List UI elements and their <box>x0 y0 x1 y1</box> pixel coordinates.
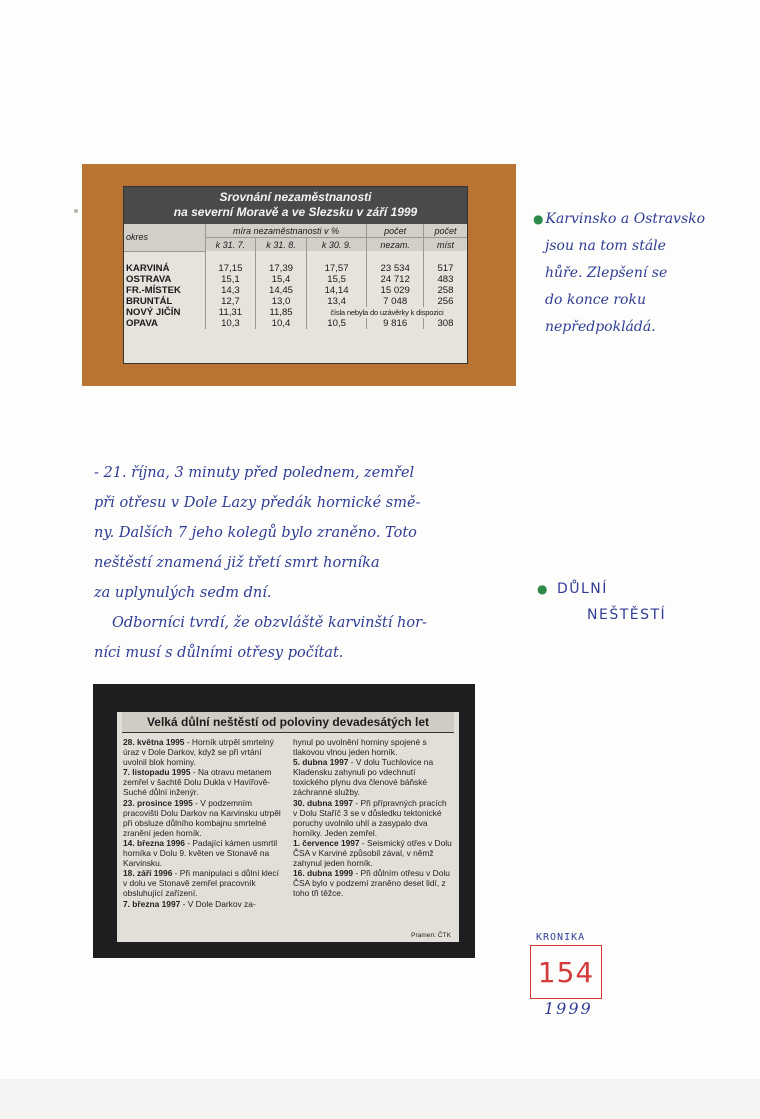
table-row <box>124 285 467 296</box>
header-pocet-mist: počet <box>423 224 467 238</box>
page-number-box: 154 <box>530 945 602 999</box>
header-okres: okres <box>124 224 205 251</box>
handwritten-paragraph-accident <box>94 458 524 668</box>
rate-jul: 17,15 <box>205 263 256 274</box>
table-row <box>124 274 467 285</box>
vacancy-count: 256 <box>423 296 467 307</box>
rate-sep: 15,5 <box>306 274 367 285</box>
vacancy-count: 308 <box>423 318 467 329</box>
rate-sep: 10,5 <box>306 318 367 329</box>
page-bottom-edge <box>0 1079 760 1119</box>
list-item: hynul po uvolnění horniny spojené s tlakovou vlnou jeden horník. <box>293 737 427 758</box>
note-line: ● Karvinsko a Ostravsko <box>533 211 706 227</box>
header-nezam: nezam. <box>367 238 424 252</box>
district-name: BRUNTÁL <box>126 295 173 307</box>
rate-jul: 14,3 <box>205 285 256 296</box>
table-row <box>124 307 467 318</box>
unemployed-count: 24 712 <box>367 274 424 285</box>
paragraph-line: při otřesu v Dole Lazy předák hornické smě- <box>94 495 421 511</box>
paragraph-line: - 21. října, 3 minuty před polednem, zemřel <box>94 465 415 481</box>
vacancy-count: 517 <box>423 263 467 274</box>
table-row <box>124 296 467 307</box>
district-name: OPAVA <box>126 317 158 329</box>
title-line-1: Srovnání nezaměstnanosti <box>219 190 372 204</box>
list-item: 14. března 1996 - Padající kámen usmrtil horníka v Dolu 9. květen ve Stonavě na Karvinsku. <box>123 837 278 869</box>
title-line-2: na severní Moravě a ve Slezsku v září 1999 <box>173 205 418 219</box>
list-item: 23. prosince 1995 - V podzemním pracovišti Dolu Darkov na Karvinsku utrpěl při obsluze důlního kombajnu smrtelné zranění jeden horník. <box>123 797 281 838</box>
table-row <box>124 263 467 274</box>
rate-sep: 14,14 <box>306 285 367 296</box>
paragraph-line: neštěstí znamená již třetí smrt horníka <box>94 555 380 571</box>
list-item: 18. září 1996 - Při manipulaci s důlní klecí v dolu ve Stonavě zemřel pracovník obsluhující zařízení. <box>123 868 279 899</box>
table-row <box>124 318 467 329</box>
unemployed-count: 15 029 <box>367 285 424 296</box>
unemployment-table <box>124 224 467 329</box>
vacancy-count: 258 <box>423 285 467 296</box>
paragraph-line: za uplynulých sedm dní. <box>94 585 272 601</box>
note-line: hůře. Zlepšení se <box>545 265 668 281</box>
unemployment-clipping-title <box>124 187 467 224</box>
note-line: nepředpokládá. <box>545 319 656 335</box>
rate-aug: 14,45 <box>256 285 307 296</box>
rate-aug: 11,85 <box>256 307 307 318</box>
header-date-2: k 31. 8. <box>256 238 307 252</box>
side-label-line-1: ● DŮLNÍ <box>537 581 608 597</box>
rate-aug: 13,0 <box>256 296 307 307</box>
rate-sep: 13,4 <box>306 296 367 307</box>
bullet-icon: ● <box>537 582 549 596</box>
note-line: do konce roku <box>545 292 646 308</box>
district-name: FR.-MÍSTEK <box>126 284 181 296</box>
kronika-label: KRONIKA <box>536 932 586 943</box>
source-credit: Pramen: ČTK <box>411 932 451 939</box>
list-item: 28. května 1995 - Horník utrpěl smrtelný úraz v Dole Darkov, když se při vrtání uvolnil blok horniny. <box>123 737 274 768</box>
rate-aug: 17,39 <box>256 263 307 274</box>
kronika-page-stamp <box>530 932 614 1018</box>
unemployed-count: 9 816 <box>367 318 424 329</box>
header-pocet-nezam: počet <box>367 224 424 238</box>
rate-sep: 17,57 <box>306 263 367 274</box>
header-mist: míst <box>423 238 467 252</box>
vacancy-count: 483 <box>423 274 467 285</box>
rate-jul: 12,7 <box>205 296 256 307</box>
unemployment-clipping <box>123 186 468 364</box>
side-label-line-2: NEŠTĚSTÍ <box>587 607 667 623</box>
list-item: 30. dubna 1997 - Při přípravných pracích v Dolu Staříč 3 se v důsledku tektonické poruchy uvolnilo uhlí a zasypalo dva horníky. Jeden zemřel. <box>293 797 447 838</box>
rate-aug: 15,4 <box>256 274 307 285</box>
district-name: OSTRAVA <box>126 273 172 285</box>
list-item: 16. dubna 1999 - Při důlním otřesu v Dolu ČSA bylo v podzemí zraněno deset lidí, z toho tři těžce. <box>293 868 450 899</box>
list-item: 7. března 1997 - V Dole Darkov za- <box>123 898 256 909</box>
mining-disasters-columns <box>117 733 459 909</box>
paragraph-line: ny. Dalších 7 jeho kolegů bylo zraněno. Toto <box>94 525 417 541</box>
rate-jul: 15,1 <box>205 274 256 285</box>
list-item: 5. dubna 1997 - V dolu Tuchlovice na Kladensku zahynuli po vdechnutí toxického plynu dva členové báňské záchranné služby. <box>293 757 434 798</box>
district-name: KARVINÁ <box>126 262 170 274</box>
header-rate: míra nezaměstnanosti v % <box>205 224 367 238</box>
paragraph-line: Odborníci tvrdí, že obzvláště karvinští hor- <box>112 615 427 631</box>
data-unavailable-note: čísla nebyla do uzávěrky k dispozici <box>306 307 467 318</box>
unemployed-count: 23 534 <box>367 263 424 274</box>
unemployed-count: 7 048 <box>367 296 424 307</box>
side-label-mining-disaster <box>537 576 717 628</box>
table-header-row <box>124 224 467 238</box>
left-column <box>123 737 283 909</box>
list-item: 7. listopadu 1995 - Na otravu metanem zemřel v šachtě Dolu Dukla v Havířově-Suché důlní inženýr. <box>123 767 272 798</box>
bullet-icon: ● <box>533 212 544 226</box>
header-date-1: k 31. 7. <box>205 238 256 252</box>
rate-jul: 10,3 <box>205 318 256 329</box>
right-column <box>293 737 453 909</box>
paragraph-line: níci musí s důlními otřesy počítat. <box>94 645 344 661</box>
header-date-3: k 30. 9. <box>306 238 367 252</box>
mining-disasters-title: Velká důlní neštěstí od poloviny devadesátých let <box>122 712 454 733</box>
rate-jul: 11,31 <box>205 307 256 318</box>
handwritten-note-unemployment <box>533 206 733 341</box>
rate-aug: 10,4 <box>256 318 307 329</box>
district-name: NOVÝ JIČÍN <box>126 306 181 318</box>
kronika-year: 1999 <box>544 999 593 1018</box>
list-item: 1. července 1997 - Seismický otřes v Dolu ČSA v Karviné způsobil zával, v němž zahynul jeden horník. <box>293 837 452 869</box>
paper-mark <box>74 209 78 213</box>
mining-disasters-clipping <box>117 712 459 942</box>
note-line: jsou na tom stále <box>545 238 666 254</box>
